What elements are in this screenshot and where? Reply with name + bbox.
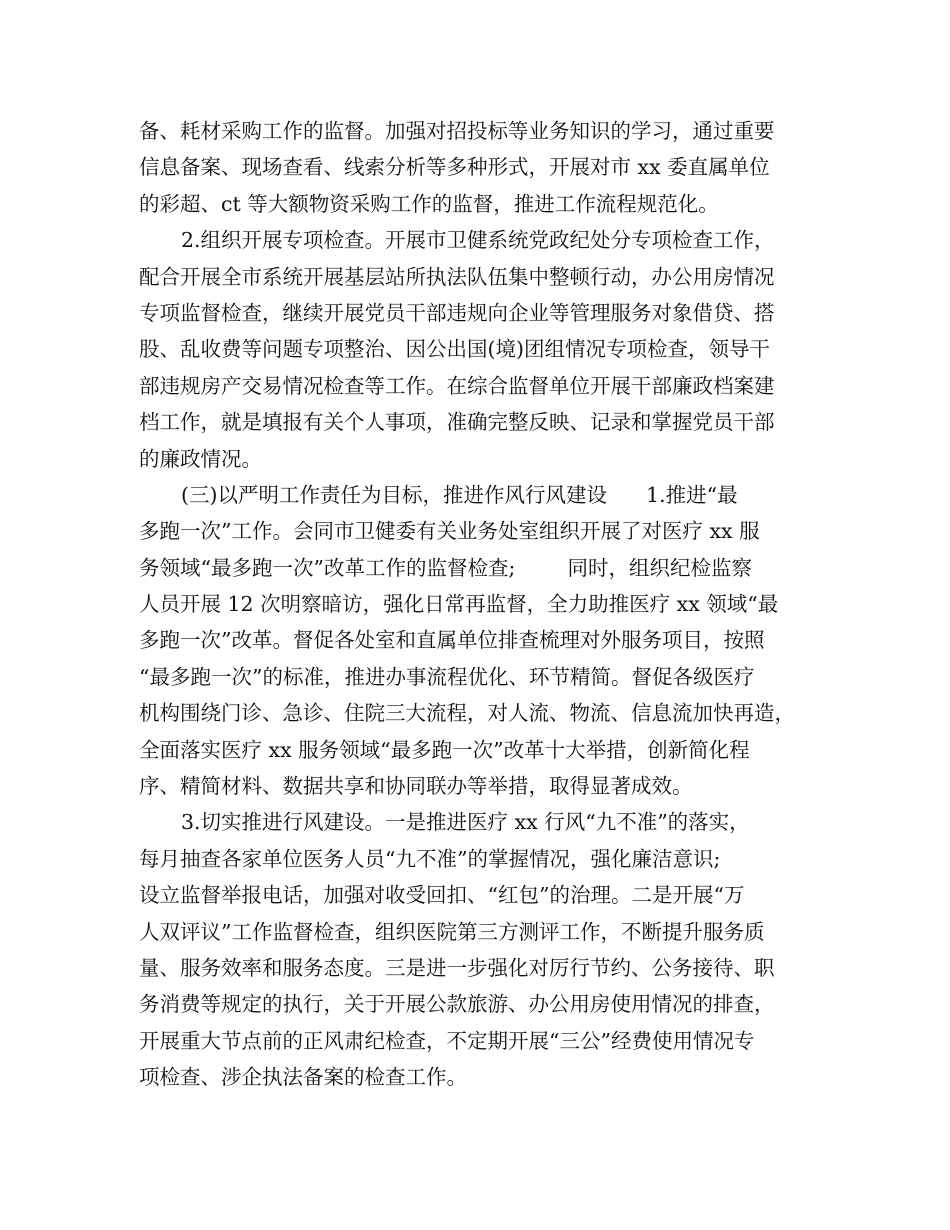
paragraph-start-line: 3.切实推进行风建设。一是推进医疗 xx 行风“九不准”的落实， (181, 810, 750, 835)
text-line: 机构围绕门诊、急诊、住院三大流程，对人流、物流、信息流加快再造， (139, 701, 795, 726)
text-line: “最多跑一次”的标准，推进办事流程优化、环节精简。督促各级医疗 (139, 664, 755, 689)
text-line: 人双评议”工作监督检查，组织医院第三方测评工作，不断提升服务质 (139, 919, 765, 944)
text-line: 项检查、涉企执法备案的检查工作。 (139, 1065, 467, 1090)
text-line: 人员开展 12 次明察暗访，强化日常再监督，全力助推医疗 xx 领域“最 (139, 592, 779, 617)
document-body (139, 113, 839, 1096)
text-line: 的彩超、ct 等大额物资采购工作的监督，推进工作流程规范化。 (139, 191, 719, 216)
text-line: 档工作，就是填报有关个人事项，准确完整反映、记录和掌握党员干部 (139, 410, 775, 435)
text-line: 序、精简材料、数据共享和协同联办等举措，取得显著成效。 (139, 774, 693, 799)
text-line: 务消费等规定的执行，关于开展公款旅游、办公用房使用情况的排查， (139, 992, 775, 1017)
text-line: 设立监督举报电话，加强对收受回扣、“红包”的治理。二是开展“万 (139, 883, 745, 908)
text-line: 信息备案、现场查看、线索分析等多种形式，开展对市 xx 委直属单位 (139, 155, 770, 180)
text-line: 部违规房产交易情况检查等工作。在综合监督单位开展干部廉政档案建 (139, 373, 775, 398)
text-line: 多跑一次”工作。会同市卫健委有关业务处室组织开展了对医疗 xx 服 (139, 519, 760, 544)
text-line: 开展重大节点前的正风肃纪检查，不定期开展“三公”经费使用情况专 (139, 1028, 755, 1053)
text-line: 股、乱收费等问题专项整治、因公出国(境)团组情况专项检查，领导干 (139, 337, 770, 362)
text-line: 多跑一次”改革。督促各处室和直属单位排查梳理对外服务项目，按照 (139, 628, 765, 653)
text-line: 备、耗材采购工作的监督。加强对招投标等业务知识的学习，通过重要 (139, 119, 775, 143)
section-heading-line: (三)以严明工作责任为目标，推进作风行风建设 1.推进“最 (181, 482, 738, 507)
paragraph-start-line: 2.组织开展专项检查。开展市卫健系统党政纪处分专项检查工作， (181, 228, 775, 253)
text-line: 全面落实医疗 xx 服务领域“最多跑一次”改革十大举措，创新简化程 (139, 737, 750, 762)
text-line: 量、服务效率和服务态度。三是进一步强化对厉行节约、公务接待、职 (139, 955, 775, 980)
text-line: 专项监督检查，继续开展党员干部违规向企业等管理服务对象借贷、搭 (139, 300, 775, 325)
text-line: 务领域“最多跑一次”改革工作的监督检查; 同时，组织纪检监察 (139, 555, 752, 580)
text-line: 每月抽查各家单位医务人员“九不准”的掌握情况，强化廉洁意识; (139, 846, 721, 871)
text-line: 配合开展全市系统开展基层站所执法队伍集中整顿行动，办公用房情况 (139, 264, 775, 289)
text-line: 的廉政情况。 (139, 446, 262, 471)
